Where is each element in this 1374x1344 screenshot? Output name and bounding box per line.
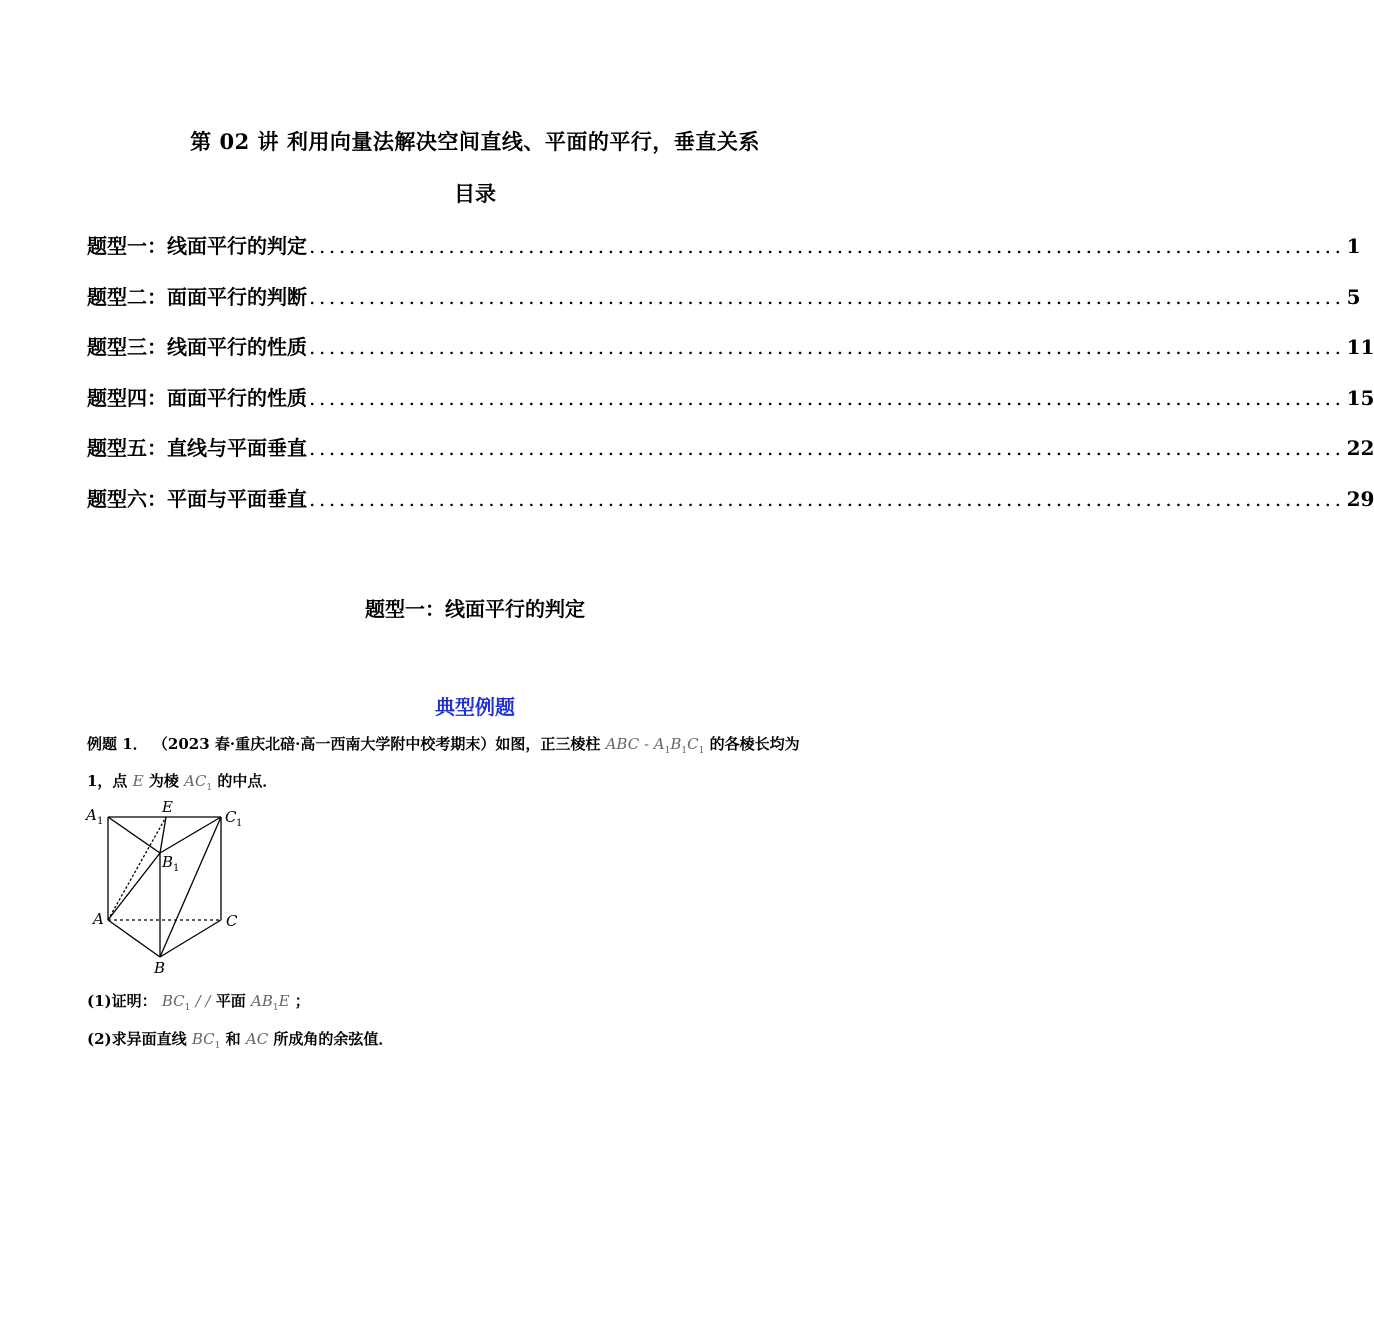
q1-plane: $AB_1E$	[251, 992, 290, 1013]
label-a1: A	[86, 806, 97, 824]
example-after-prism: 的各棱长均为	[709, 735, 800, 753]
prism-notation: ABC - $A_1B_1C_1$	[605, 735, 705, 756]
toc-entry-page: 11	[1346, 335, 1374, 360]
toc-entry[interactable]	[87, 382, 1374, 433]
q1-parallel: / /	[195, 992, 211, 1010]
toc-entry-page: 1	[1346, 234, 1361, 258]
line2-mid: 为棱	[148, 772, 179, 790]
section-title: 题型一：线面平行的判定	[365, 597, 585, 621]
point-e: E	[132, 772, 144, 790]
segment-a-b1	[108, 853, 160, 920]
example-source: （2023 春·重庆北碚·高一西南大学附中校考期末）如图，正三棱柱	[152, 735, 601, 753]
edge-a1-b1	[108, 817, 160, 853]
toc-leader-dots: ........................................................................................................	[309, 284, 1345, 309]
label-e: E	[162, 798, 173, 816]
label-c1: C	[225, 808, 237, 826]
example-line-1	[87, 733, 800, 756]
edge-notation: $AC_1$	[184, 772, 213, 793]
line2-start: 1，点	[87, 772, 128, 790]
toc-heading: 目录	[454, 181, 496, 206]
segment-b-c1	[160, 817, 221, 957]
toc-leader-dots: ........................................................................................................	[309, 234, 1345, 258]
table-of-contents	[87, 230, 1374, 534]
prism-figure	[84, 795, 254, 980]
label-a: A	[93, 910, 104, 928]
toc-entry-page: 15	[1346, 385, 1374, 410]
q2-line2: AC	[245, 1030, 269, 1048]
label-a1-sub: 1	[97, 816, 104, 827]
edge-b-c	[160, 920, 221, 957]
toc-leader-dots: ........................................................................................................	[309, 486, 1345, 511]
segment-b1-e	[160, 817, 166, 853]
toc-entry[interactable]	[87, 483, 1374, 534]
toc-entry-label: 题型三：线面平行的性质	[87, 335, 307, 360]
toc-entry-label: 题型一：线面平行的判定	[87, 234, 307, 258]
q2-prefix: (2)求异面直线	[87, 1030, 187, 1048]
label-b: B	[154, 959, 166, 977]
segment-a-e	[108, 817, 166, 920]
question-1	[87, 990, 310, 1013]
toc-leader-dots: ........................................................................................................	[309, 385, 1345, 410]
toc-entry-label: 题型六：平面与平面垂直	[87, 486, 307, 511]
q2-line1: $BC_1$	[191, 1030, 221, 1051]
q2-and: 和	[225, 1030, 241, 1048]
toc-entry-page: 5	[1346, 284, 1361, 309]
edge-b1-c1	[160, 817, 221, 853]
document-title: 第 02 讲 利用向量法解决空间直线、平面的平行，垂直关系	[190, 129, 760, 154]
toc-leader-dots: ........................................................................................................	[309, 436, 1345, 461]
toc-entry[interactable]	[87, 230, 1361, 281]
example-label: 例题 1．	[87, 735, 148, 753]
toc-entry[interactable]	[87, 281, 1361, 332]
toc-entry-label: 题型四：面面平行的性质	[87, 385, 307, 410]
label-b1: B	[162, 853, 174, 871]
q1-end: ；	[294, 992, 310, 1010]
toc-entry[interactable]	[87, 432, 1374, 483]
q1-prefix: (1)证明：	[87, 992, 157, 1010]
toc-entry-page: 22	[1346, 436, 1374, 461]
q2-end: 所成角的余弦值．	[273, 1030, 394, 1048]
label-c1-sub: 1	[236, 818, 243, 829]
label-b1-sub: 1	[173, 863, 180, 874]
subsection-title: 典型例题	[435, 695, 515, 719]
line2-end: 的中点．	[217, 772, 278, 790]
toc-entry-label: 题型五：直线与平面垂直	[87, 436, 307, 461]
edge-a-b	[108, 920, 160, 957]
toc-entry-page: 29	[1346, 486, 1374, 511]
toc-leader-dots: ........................................................................................................	[309, 335, 1345, 360]
q1-line: $BC_1$	[161, 992, 191, 1013]
label-c: C	[226, 912, 238, 930]
question-2	[87, 1028, 393, 1051]
toc-entry-label: 题型二：面面平行的判断	[87, 284, 307, 309]
q1-plane-word: 平面	[215, 992, 246, 1010]
example-line-2	[87, 770, 277, 793]
toc-entry[interactable]	[87, 331, 1374, 382]
